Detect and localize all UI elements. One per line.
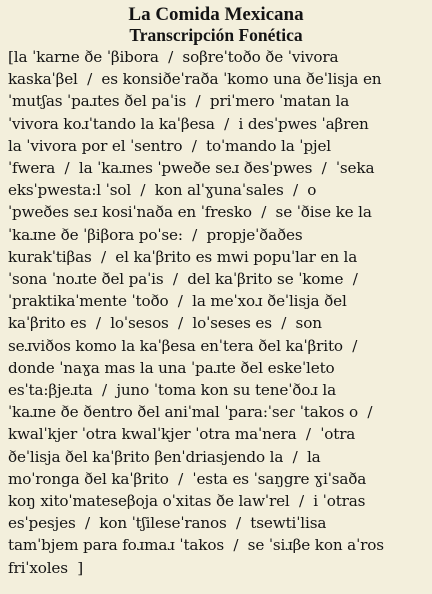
- transcription-line: ˈvivora koɹˈtando la kaˈβesa / i desˈpwes ˈaβren: [8, 114, 369, 133]
- transcription-line: koŋ xitoˈmateseβoja oˈxitas ðe lawˈrel / i ˈotras: [8, 492, 366, 511]
- transcription-line: kwalˈkjer ˈotra kwalˈkjer ˈotra maˈnera / ˈotra: [8, 425, 356, 444]
- transcription-line: eksˈpwesta:l ˈsol / kon alˈɣunaˈsales / o: [8, 181, 317, 200]
- transcription-line: la ˈvivora por el ˈsentro / toˈmando la ˈpjel: [8, 136, 332, 155]
- transcription-line: kaskaˈβel / es konsiðeˈraða ˈkomo una ðeˈlisja en: [8, 70, 382, 89]
- transcription-line: ˈsona ˈnoɹte ðel paˈis / del kaˈβrito se ˈkome /: [8, 270, 358, 289]
- transcription-line: kaˈβrito es / loˈsesos / loˈseses es / son: [8, 314, 322, 333]
- transcription-line: ˈpraktikaˈmente ˈtoðo / la meˈxoɹ ðeˈlisja ðel: [8, 292, 347, 311]
- transcription-line: ˈfwera / la ˈkaɹnes ˈpweðe seɹ ðesˈpwes / ˈseka: [8, 159, 375, 178]
- transcription-line: donde ˈnaɣa mas la una ˈpaɹte ðel eskeˈleto: [8, 358, 335, 377]
- transcription-line: tamˈbjem para foɹmaɹ ˈtakos / se ˈsiɹβe kon aˈros: [8, 536, 384, 555]
- transcription-line: ðeˈlisja ðel kaˈβrito βenˈdriasjendo la / la: [8, 447, 321, 466]
- transcription-line: ˈkaɹne ðe ðentro ðel aniˈmal ˈpara:ˈseɾ ˈtakos o /: [8, 403, 373, 422]
- transcription-line: esˈta:βjeɹta / juno ˈtoma kon su teneˈðoɹ la: [8, 381, 336, 400]
- page-title: La Comida Mexicana: [128, 4, 304, 25]
- transcription-line: kurakˈtiβas / el kaˈβrito es mwi popuˈlar en la: [8, 247, 358, 266]
- transcription-line: ˈpweðes seɹ kosiˈnaða en ˈfresko / se ˈðise ke la: [8, 203, 372, 222]
- phonetic-transcription-body: [8, 46, 424, 579]
- transcription-line: ˈkaɹne ðe ˈβiβora poˈse: / propjeˈðaðes: [8, 225, 303, 244]
- transcription-line: friˈxoles ]: [8, 558, 84, 577]
- transcription-line: esˈpesjes / kon ˈtʃileseˈranos / tsewtiˈlisa: [8, 514, 327, 533]
- transcription-line: ˈmutʃas ˈpaɹtes ðel paˈis / priˈmero ˈmatan la: [8, 92, 350, 111]
- transcription-line: seɹviðos komo la kaˈβesa enˈtera ðel kaˈβrito /: [8, 336, 358, 355]
- page-subtitle: Transcripción Fonética: [129, 25, 303, 45]
- transcription-line: [la ˈkarne ðe ˈβibora / soβreˈtoðo ðe ˈvivora: [8, 48, 339, 66]
- transcription-line: moˈronga ðel kaˈβrito / ˈesta es ˈsaŋgre ɣiˈsaða: [8, 469, 367, 488]
